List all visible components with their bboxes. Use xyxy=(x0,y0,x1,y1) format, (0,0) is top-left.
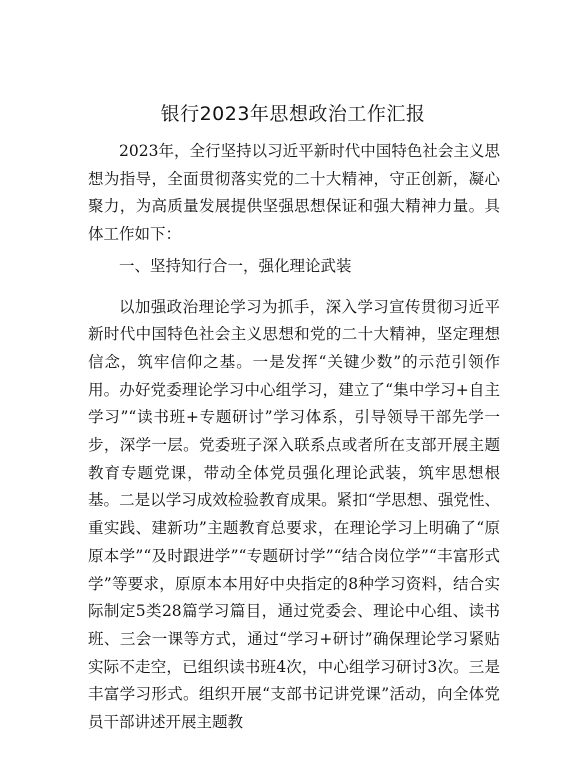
section-heading: 一、坚持知行合一，强化理论武装 xyxy=(119,256,352,275)
intro-paragraph: 2023年，全行坚持以习近平新时代中国特色社会主义思想为指导，全面贯彻落实党的二十大精神，守正创新，凝心聚力，为高质量发展提供坚强思想保证和强大精神力量。具体工作如下： xyxy=(88,142,500,244)
section-paragraph: 以加强政治理论学习为抓手，深入学习宣传贯彻习近平新时代中国特色社会主义思想和党的二十大精神，坚定理想信念，筑牢信仰之基。一是发挥“关键少数”的示范引领作用。办好党委理论学习中心组学习，建立了“集中学习+自主学习”“读书班+专题研讨”学习体系，引导领导干部先学一步，深学一层。党委班子深入联系点或者所在支部开展主题教育专题党课，带动全体党员强化理论武装，筑牢思想根基。二是以学习成效检验教育成果。紧扣“学思想、强党性、重实践、建新功”主题教育总要求，在理论学习上明确了“原原本学”“及时跟进学”“专题研讨学”“结合岗位学”“丰富形式学”等要求，原原本本用好中央指定的8种学习资料，结合实际制定5类28篇学习篇目，通过党委会、理论中心组、读书班、三会一课等方式，通过“学习+研讨”确保理论学习紧贴实际不走空，已组织读书班4次，中心组学习研讨3次。三是丰富学习形式。组织开展“支部书记讲党课”活动，向全体党员干部讲述开展主题教 xyxy=(88,297,500,732)
document-body xyxy=(88,138,500,737)
document-title: 银行2023年思想政治工作汇报 xyxy=(160,103,426,125)
